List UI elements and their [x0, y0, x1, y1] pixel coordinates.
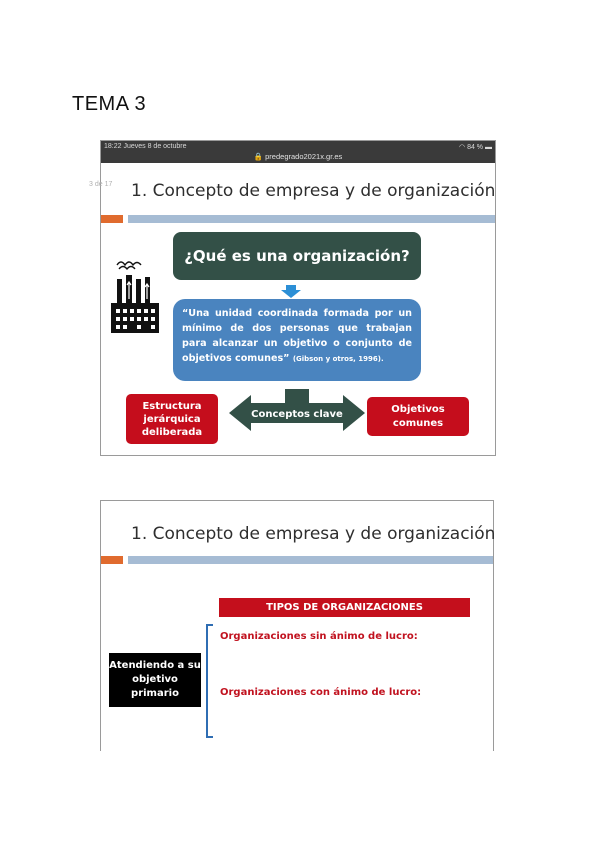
brace-icon	[201, 623, 215, 741]
browser-url: 🔒 predegrado2021x.gr.es	[253, 152, 343, 161]
slide-heading: 1. Concepto de empresa y de organización	[131, 524, 496, 544]
slide-screenshot-1	[89, 140, 496, 456]
slide-screenshot-2	[100, 500, 494, 751]
tablet-status-bar	[101, 141, 495, 163]
divider-line	[128, 215, 495, 223]
page-counter: 3 de 17	[89, 181, 113, 188]
battery-icon: ▬	[485, 144, 492, 151]
status-battery: ◠ 84 % ▬	[459, 144, 492, 151]
lock-icon: 🔒	[253, 152, 264, 161]
question-box: ¿Qué es una organización?	[173, 232, 421, 280]
types-banner: TIPOS DE ORGANIZACIONES	[219, 598, 470, 617]
definition-citation: (Gibson y otros, 1996).	[292, 355, 384, 363]
wifi-icon: ◠	[459, 144, 466, 151]
document-title: TEMA 3	[72, 93, 147, 115]
divider-accent	[101, 556, 123, 564]
status-time: 18:22 Jueves 8 de octubre	[104, 143, 187, 150]
factory-icon	[107, 259, 161, 333]
divider-accent	[101, 215, 123, 223]
slide-heading: 1. Concepto de empresa y de organización	[131, 181, 496, 201]
for-profit-label: Organizaciones con ánimo de lucro:	[220, 687, 422, 698]
concept-left-box: Estructura jerárquica deliberada	[126, 394, 218, 444]
divider-line	[128, 556, 493, 564]
key-concepts-label: Conceptos clave	[251, 409, 343, 420]
definition-text: “Una unidad coordinada formada por un mínimo de dos personas que trabajan para alcanzar un objetivo o conjunto de objetivos comunes”	[182, 308, 412, 364]
attending-label-box: Atendiendo a su objetivo primario	[109, 653, 201, 707]
definition-box	[173, 299, 421, 381]
non-profit-label: Organizaciones sin ánimo de lucro:	[220, 631, 418, 642]
concept-right-box: Objetivos comunes	[367, 397, 469, 436]
